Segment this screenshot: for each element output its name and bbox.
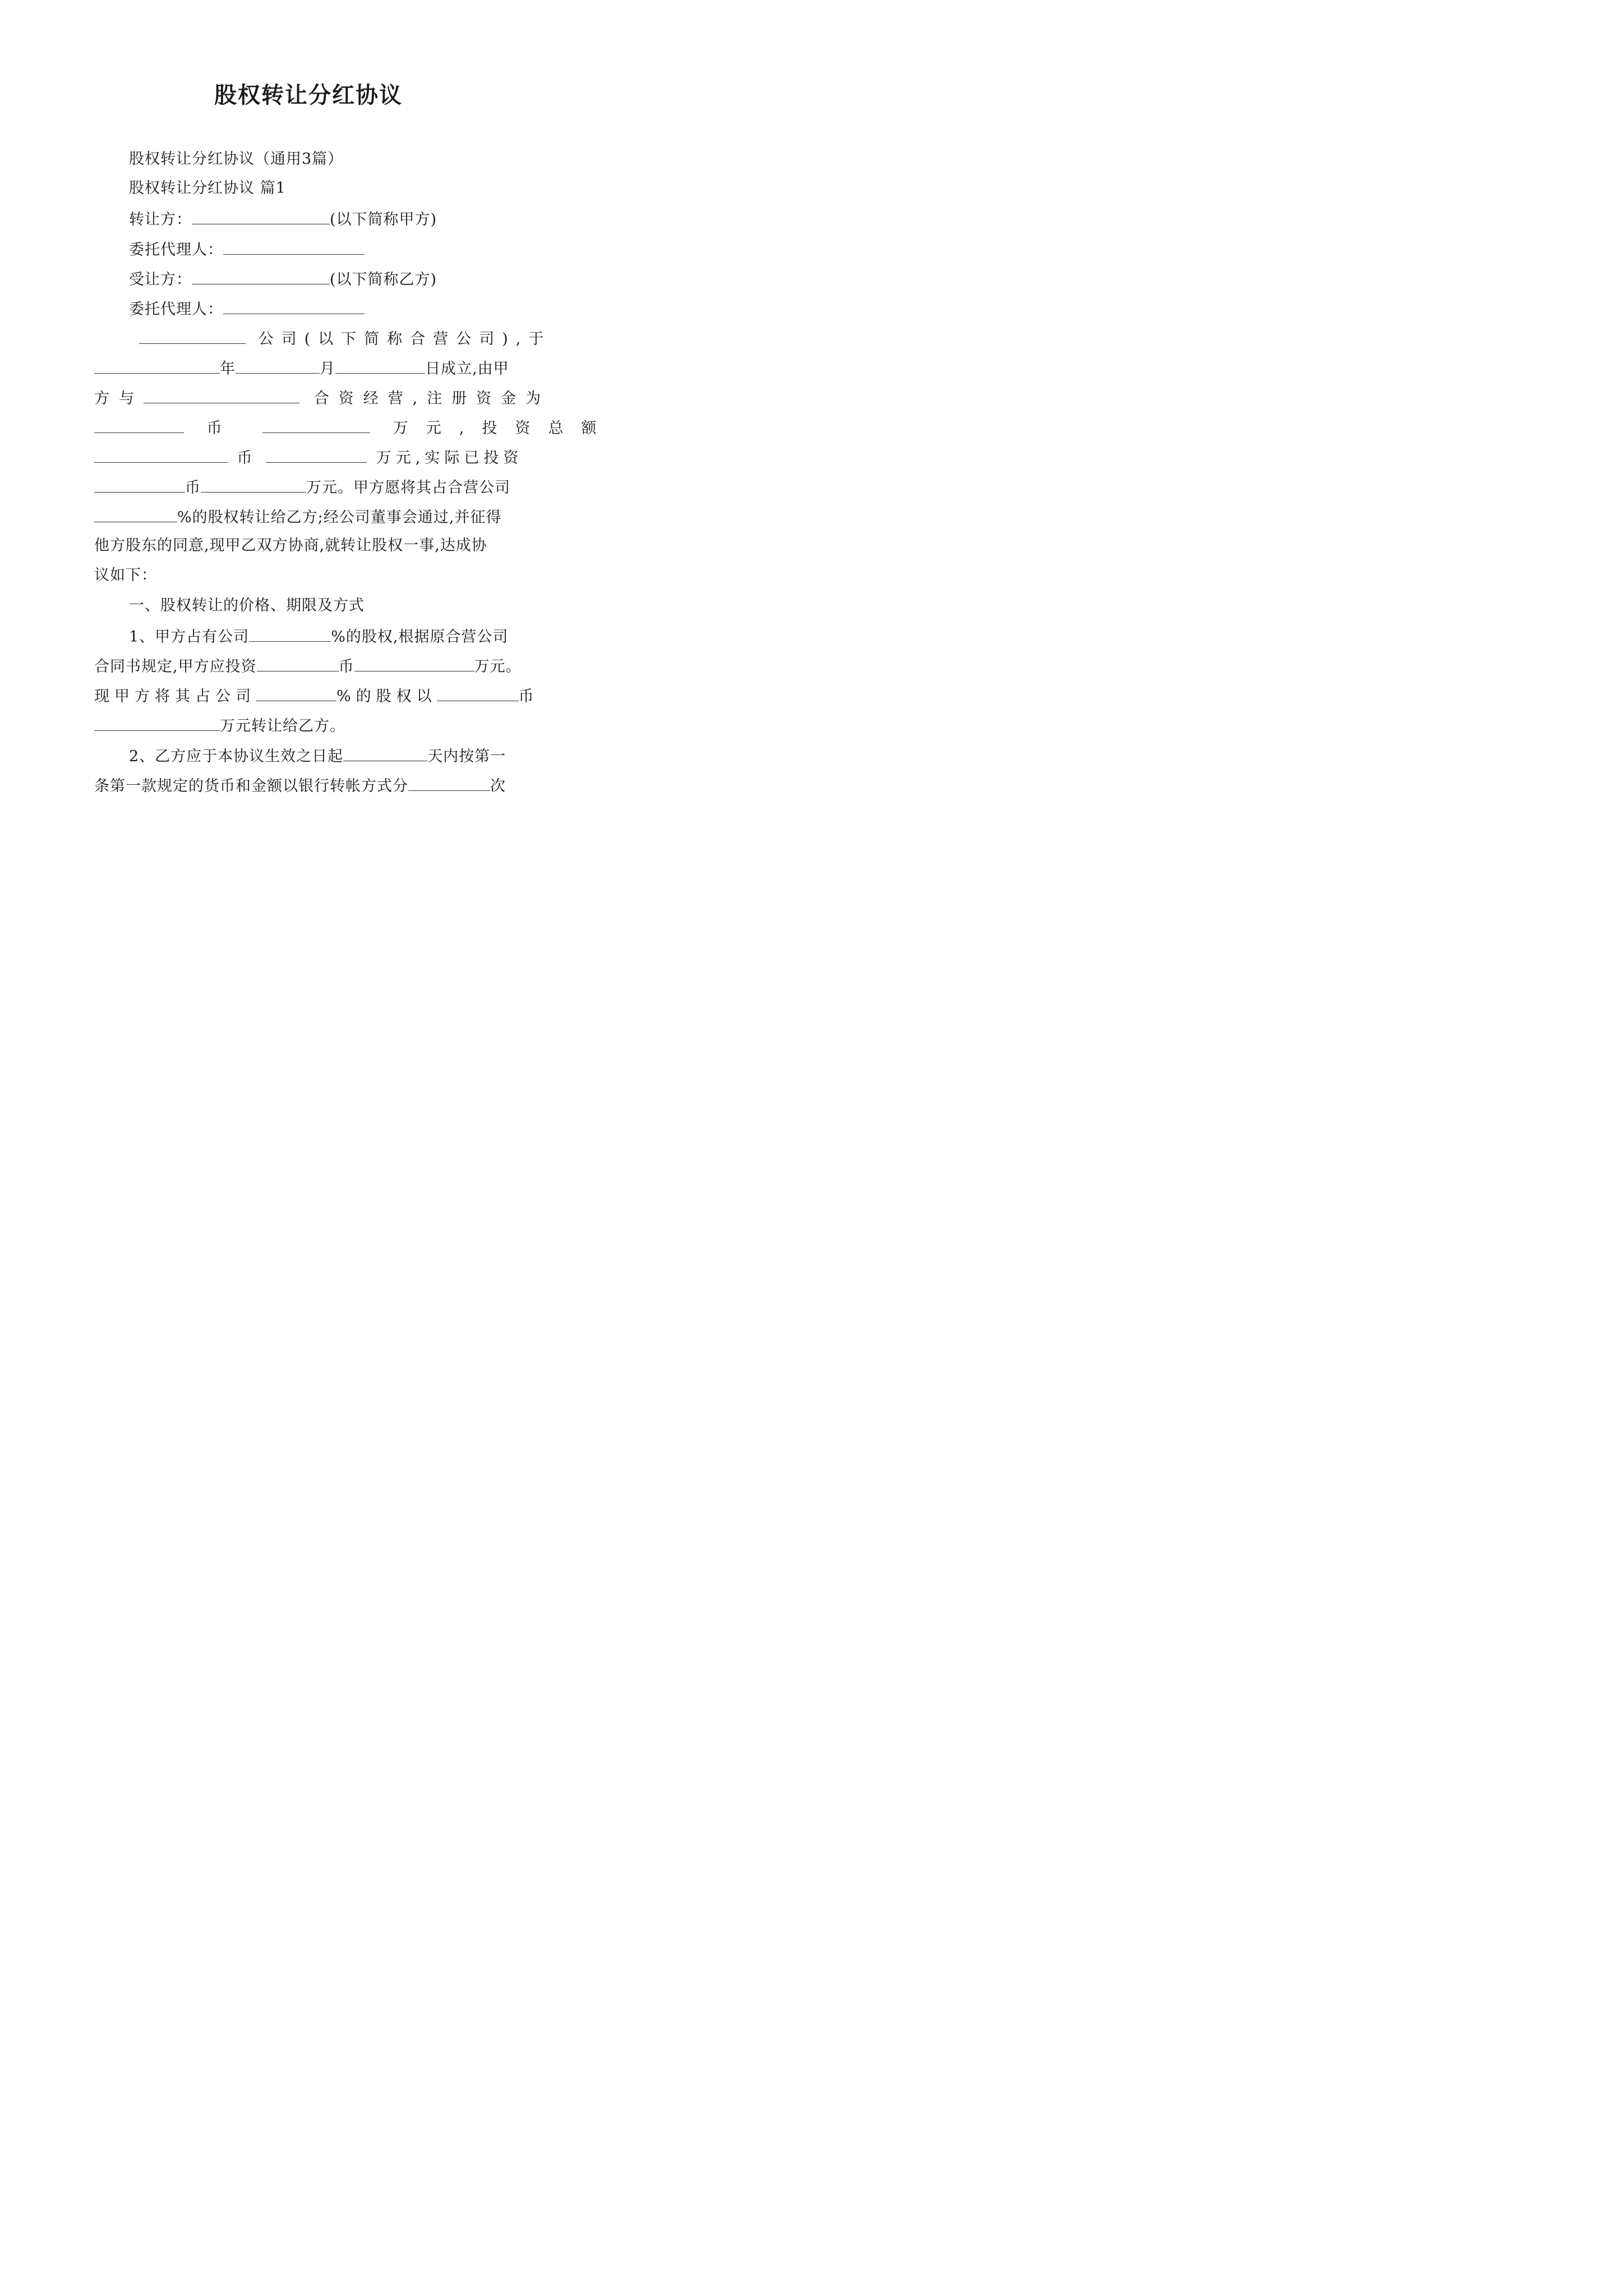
clause1-l4: 万元转让给乙方。 [220, 717, 345, 735]
intro-l2-rest: 日成立,由甲 [425, 360, 509, 378]
intro-year: 年 [220, 360, 236, 378]
clause-heading: 一、股权转让的价格、期限及方式 [129, 597, 365, 614]
agent2-line [129, 298, 527, 320]
day-blank[interactable] [335, 357, 425, 374]
registered-capital-blank[interactable] [262, 417, 370, 433]
intro-line-7 [94, 506, 527, 528]
document-subtitle: 股权转让分红协议（通用3篇） [129, 150, 344, 168]
clause1-l3-a: 现甲方将其占公司 [94, 688, 256, 705]
clause2-days-blank[interactable] [343, 745, 427, 761]
clause1-currency-blank-2[interactable] [437, 685, 519, 701]
intro-line-8: 他方股东的同意,现甲乙双方协商,就转让股权一事,达成协 [94, 537, 487, 554]
year-blank[interactable] [94, 357, 220, 374]
agent2-label: 委托代理人： [129, 301, 223, 318]
currency-blank-3[interactable] [94, 476, 185, 493]
intro-line-5 [94, 447, 527, 468]
currency-blank-1[interactable] [94, 417, 184, 433]
clause1-percent-blank[interactable] [249, 625, 331, 642]
total-investment-blank[interactable] [266, 447, 367, 463]
intro-line-3 [94, 387, 551, 409]
clause2-l2-b: 次 [490, 777, 506, 795]
clause1-price-blank[interactable] [94, 715, 220, 731]
intro-l5-b: 万元,实际已投资 [376, 449, 523, 467]
actual-investment-blank[interactable] [201, 476, 306, 493]
clause1-l1-a: 1、甲方占有公司 [129, 628, 250, 646]
clause1-l2-b: 币 [338, 658, 354, 675]
transferee-suffix: (以下简称乙方) [330, 271, 437, 288]
clause1-l2-a: 合同书规定,甲方应投资 [94, 658, 257, 675]
intro-l4-a: 币 [206, 420, 240, 437]
document-title: 股权转让分红协议 [214, 82, 403, 108]
intro-l4-b: 万元,投资总额 [393, 420, 615, 437]
partner-blank[interactable] [144, 387, 299, 403]
clause1-line-1 [129, 625, 527, 647]
clause1-l3-b: %的股权以 [336, 688, 437, 705]
clause1-line-3 [94, 685, 539, 707]
agent1-blank[interactable] [223, 238, 365, 255]
intro-l5-a: 币 [237, 449, 257, 467]
agent2-blank[interactable] [223, 298, 365, 314]
intro-line-6 [94, 476, 527, 498]
section-heading: 股权转让分红协议 篇1 [129, 180, 286, 197]
transferee-line [129, 268, 527, 290]
clause1-percent-blank-2[interactable] [256, 685, 336, 701]
clause2-l2-a: 条第一款规定的货币和金额以银行转帐方式分 [94, 777, 408, 795]
transferor-suffix: (以下简称甲方) [330, 211, 437, 228]
clause1-l3-c: 币 [518, 688, 539, 705]
clause1-line-2 [94, 655, 537, 677]
intro-l3-a: 方与 [94, 390, 144, 407]
clause1-l1-b: %的股权,根据原合营公司 [331, 628, 509, 646]
transferor-blank[interactable] [192, 208, 330, 224]
clause1-amount-blank[interactable] [354, 655, 474, 671]
intro-l6-b: 万元。甲方愿将其占合营公司 [306, 479, 510, 496]
clause2-l1-b: 天内按第一 [427, 748, 506, 765]
intro-month: 月 [320, 360, 335, 378]
intro-line-4 [94, 417, 615, 439]
agent1-line [129, 238, 527, 260]
transferor-label: 转让方： [129, 211, 192, 228]
intro-line-1 [139, 328, 552, 349]
clause2-line-1 [129, 745, 527, 767]
clause2-installments-blank[interactable] [408, 775, 490, 791]
percent-blank-1[interactable] [94, 506, 177, 522]
clause2-l1-a: 2、乙方应于本协议生效之日起 [129, 748, 344, 765]
clause2-line-2 [94, 775, 527, 797]
intro-line-9: 议如下： [94, 567, 157, 584]
company-name-blank[interactable] [139, 328, 246, 344]
clause1-line-4 [94, 715, 527, 737]
currency-blank-2[interactable] [94, 447, 228, 463]
transferee-label: 受让方： [129, 271, 192, 288]
intro-l1-text: 公司(以下简称合营公司),于 [258, 330, 552, 348]
transferee-blank[interactable] [192, 268, 330, 284]
intro-line-2 [94, 357, 527, 379]
intro-l6-a: 币 [185, 479, 201, 496]
document-page [0, 0, 617, 873]
transferor-line [129, 208, 527, 230]
clause1-l2-c: 万元。 [474, 658, 522, 675]
clause1-currency-blank[interactable] [257, 655, 339, 671]
intro-l3-b: 合资经营,注册资金为 [313, 390, 551, 407]
intro-l7: %的股权转让给乙方;经公司董事会通过,并征得 [177, 509, 502, 526]
agent1-label: 委托代理人： [129, 241, 223, 259]
month-blank[interactable] [236, 357, 320, 374]
